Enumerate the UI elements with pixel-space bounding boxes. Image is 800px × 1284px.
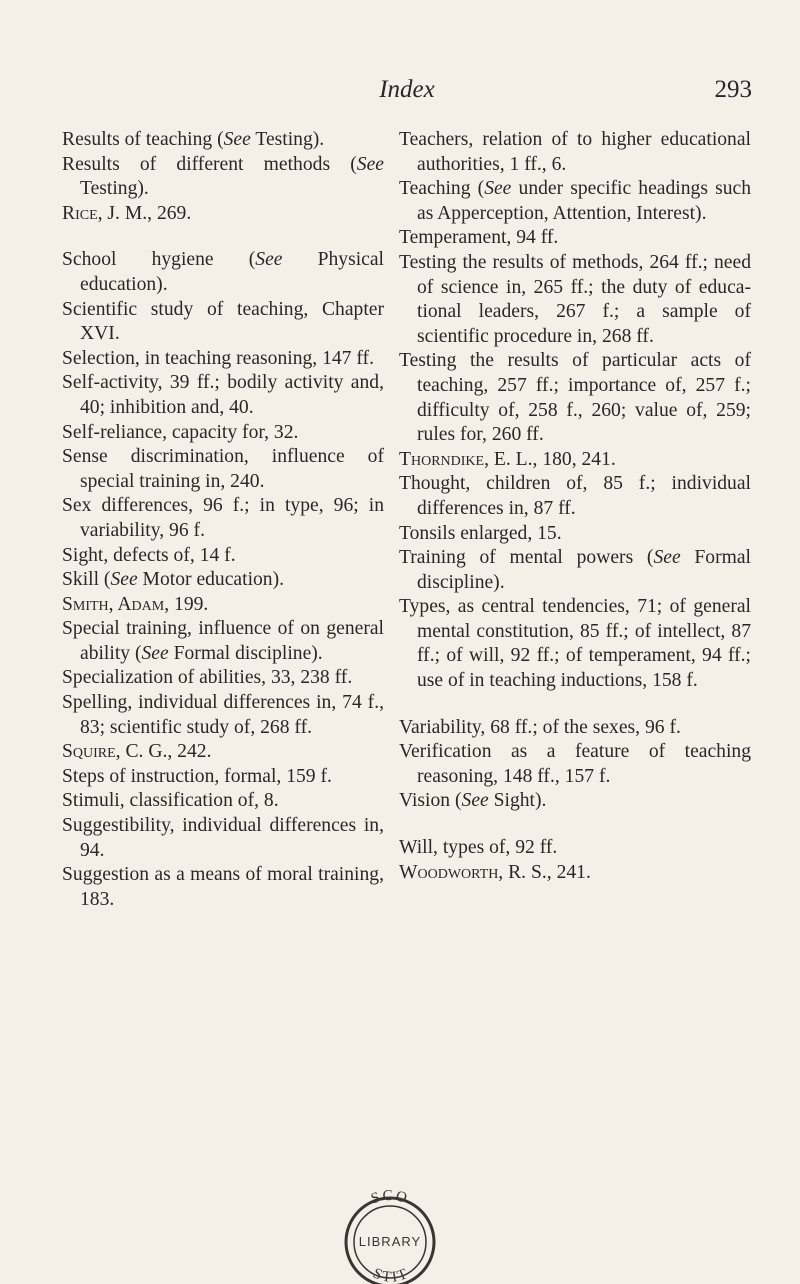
index-entry: [62, 128, 384, 153]
entry-name: Rice: [62, 202, 98, 224]
entry-text: , 241.: [546, 861, 591, 883]
entry-text: , C. G., 242.: [115, 741, 212, 763]
entry-text: Self-reliance, capacity for, 32.: [62, 421, 299, 443]
entry-text: Sight, defects of, 14 f.: [62, 544, 236, 566]
entry-text: Self-activity, 39 ff.; bodily activity and, 40; inhibition and, 40.: [62, 372, 384, 418]
svg-text:SCO: [369, 1188, 411, 1208]
entry-name: Thorndike, E. L.: [399, 448, 533, 470]
entry-text: Testing the results of methods, 264 ff.; need of science in, 265 ff.; the duty of educational leaders, 267 f.; a sample of scientific procedure in, 268 ff.: [399, 251, 751, 347]
library-stamp: [330, 1180, 450, 1284]
index-entry: [399, 789, 751, 814]
entry-text: Scientific study of teaching, Chapter XVI.: [62, 298, 384, 345]
entry-see: See: [356, 153, 384, 175]
index-entry: [62, 445, 384, 494]
library-stamp-seal-icon: [330, 1180, 450, 1284]
entry-text: Special training, influence of on general ability (: [62, 618, 384, 664]
index-entry: [62, 740, 384, 765]
index-entry: [399, 740, 751, 789]
entry-text: Training of mental powers (: [399, 547, 654, 569]
entry-text: Types, as central tendencies, 71; of general mental constitution, 85 ff.; of intellect, 87 ff.; of will, 92 ff.; of temperament, 94 ff.; use of in teaching inductions, 158 f.: [399, 596, 751, 692]
entry-text: Specialization of abilities, 33, 238 ff.: [62, 667, 353, 689]
index-entry: [62, 691, 384, 740]
entry-see: See: [110, 569, 138, 591]
entry-text: , 180, 241.: [532, 448, 616, 470]
entry-text: Physical education).: [80, 249, 385, 295]
index-entry: [62, 568, 384, 593]
index-entry: [399, 177, 751, 226]
page-number: 293: [714, 76, 752, 103]
entry-text: Will, types of, 92 ff.: [399, 837, 558, 859]
entry-text: Suggestion as a means of moral training, 183.: [62, 864, 384, 910]
entry-text: Sense discrimination, influence of special training in, 240.: [62, 446, 384, 492]
index-entry: [62, 863, 384, 912]
entry-text: School hygiene (: [62, 249, 256, 271]
entry-text: Skill (: [62, 569, 111, 591]
entry-text: Thought, children of, 85 f.; individual differences in, 87 ff.: [399, 473, 751, 519]
entry-text: Formal discipline).: [168, 642, 323, 664]
index-entry: [62, 347, 384, 372]
entry-see: See: [223, 129, 251, 150]
entry-text: , J. M., 269.: [97, 202, 192, 224]
index-entry: [399, 595, 751, 693]
entry-see: See: [255, 249, 283, 271]
entry-text: Sex differences, 96 f.; in type, 96; in variability, 96 f.: [62, 495, 384, 541]
index-entry: [62, 153, 384, 202]
entry-see: See: [141, 642, 169, 664]
entry-text: under specific headings such as Apperception, Attention, Interest).: [417, 178, 751, 224]
entry-name: Woodworth, R. S.: [399, 861, 547, 883]
entry-text: Vision (: [399, 790, 462, 812]
running-title: Index: [379, 76, 435, 103]
entry-text: Variability, 68 ff.; of the sexes, 96 f.: [399, 716, 681, 738]
entry-see: See: [484, 178, 512, 200]
entry-text: Stimuli, classification of, 8.: [62, 790, 279, 812]
index-entry: [62, 789, 384, 814]
page-header: [62, 70, 752, 110]
stamp-top-text: SCO: [369, 1187, 411, 1208]
index-entry: [62, 202, 384, 227]
index-entry: [399, 251, 751, 349]
index-entry: [399, 546, 751, 595]
entry-text: Temperament, 94 ff.: [399, 227, 559, 249]
index-entry: [62, 371, 384, 420]
index-entry: [62, 494, 384, 543]
index-entry: [62, 765, 384, 790]
index-entry: [399, 349, 751, 447]
index-entry: [399, 522, 751, 547]
entry-gap: [399, 814, 751, 836]
entry-text: Motor education).: [137, 569, 285, 591]
entry-text: Spelling, individual differences in, 74 f., 83; scientific study of, 268 ff.: [62, 692, 384, 738]
stamp-bottom-text: STIT: [370, 1265, 412, 1284]
entry-text: , 199.: [164, 593, 209, 615]
index-entry: [62, 666, 384, 691]
entry-text: Testing).: [80, 178, 149, 200]
index-entry: [62, 298, 384, 347]
index-entry: [399, 448, 751, 473]
entry-gap: [62, 226, 384, 248]
entry-text: Steps of instruction, formal, 159 f.: [62, 765, 332, 787]
entry-text: Selection, in teaching reasoning, 147 ff.: [62, 347, 374, 369]
entry-see: See: [653, 547, 681, 569]
index-column-left: [62, 128, 384, 912]
index-entry: [399, 861, 751, 886]
entry-text: Results of teaching (: [62, 129, 224, 150]
index-entry: [62, 593, 384, 618]
entry-text: Suggestibility, individual differences in, 94.: [62, 815, 384, 861]
entry-gap: [399, 694, 751, 716]
index-entry: [399, 836, 751, 861]
index-entry: [399, 472, 751, 521]
entry-text: Sight).: [488, 790, 547, 812]
entry-text: Verification as a feature of teaching reasoning, 148 ff., 157 f.: [399, 741, 751, 787]
entry-name: Squire: [62, 741, 116, 763]
entry-text: Formal discipline).: [417, 547, 752, 593]
entry-text: Testing the results of particular acts of teaching, 257 ff.; importance of, 257 f.; difficulty of, 258 f., 260; value of, 259; rules for, 260 ff.: [399, 350, 751, 446]
index-entry: [62, 544, 384, 569]
index-entry: [399, 226, 751, 251]
index-entry: [62, 814, 384, 863]
entry-text: Testing).: [250, 129, 325, 150]
entry-text: Teaching (: [399, 178, 485, 200]
index-entry: [62, 617, 384, 666]
entry-text: Teachers, relation of to higher educational authorities, 1 ff., 6.: [399, 129, 751, 175]
entry-text: Tonsils enlarged, 15.: [399, 522, 562, 544]
index-entry: [399, 716, 751, 741]
entry-name: Smith, Adam: [62, 593, 165, 615]
index-column-right: [399, 128, 751, 885]
index-entry: [399, 128, 751, 177]
svg-text:STIT: [370, 1266, 411, 1284]
entry-see: See: [461, 790, 489, 812]
stamp-middle-text: LIBRARY: [358, 1234, 422, 1249]
entry-text: Results of different methods (: [62, 153, 357, 175]
index-entry: [62, 248, 384, 297]
index-entry: [62, 421, 384, 446]
